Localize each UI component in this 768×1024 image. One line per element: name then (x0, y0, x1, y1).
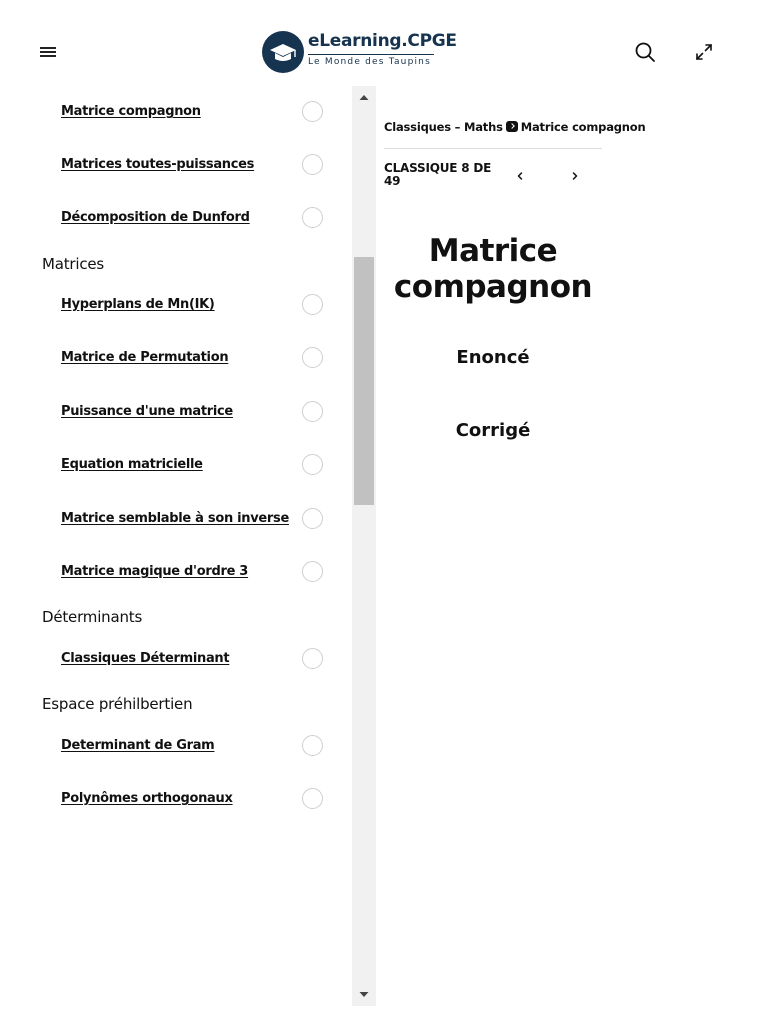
lesson-item[interactable] (0, 639, 352, 679)
completion-circle-icon[interactable] (302, 154, 323, 175)
next-lesson-button[interactable] (565, 166, 585, 186)
logo-divider (308, 54, 434, 55)
section-title-prehilbertian: Espace préhilbertien (42, 695, 193, 713)
triangle-up-icon (352, 86, 376, 110)
breadcrumb-current: Matrice compagnon (520, 119, 646, 134)
logo-title: eLearning.CPGE (308, 31, 457, 51)
completion-circle-icon[interactable] (302, 788, 323, 809)
chevron-right-icon (565, 166, 585, 186)
completion-circle-icon[interactable] (302, 561, 323, 582)
lesson-link[interactable]: Matrice semblable à son inverse (61, 511, 289, 526)
lesson-link[interactable]: Matrice magique d'ordre 3 (61, 564, 249, 579)
lesson-item[interactable] (0, 445, 352, 485)
expand-icon (692, 40, 716, 64)
lesson-item[interactable] (0, 285, 352, 325)
lesson-item[interactable] (0, 145, 352, 185)
lesson-link[interactable]: Décomposition de Dunford (61, 210, 250, 225)
completion-circle-icon[interactable] (302, 207, 323, 228)
scroll-up-button[interactable] (352, 86, 376, 110)
lesson-item[interactable] (0, 726, 352, 766)
lesson-link[interactable]: Determinant de Gram (61, 738, 215, 753)
sidebar-scrollbar[interactable] (352, 86, 376, 1006)
fullscreen-button[interactable] (692, 40, 716, 64)
scroll-down-button[interactable] (352, 982, 376, 1006)
search-icon (633, 40, 657, 64)
lesson-link[interactable]: Hyperplans de Mn(IK) (61, 297, 215, 312)
triangle-down-icon (352, 982, 376, 1006)
chevron-left-icon (510, 166, 530, 186)
lesson-link[interactable]: Puissance d'une matrice (61, 404, 233, 419)
hamburger-icon (40, 47, 56, 49)
breadcrumb-course[interactable]: Classiques – Maths (384, 119, 503, 134)
lesson-item[interactable] (0, 198, 352, 238)
lesson-link[interactable]: Polynômes orthogonaux (61, 791, 233, 806)
lesson-item[interactable] (0, 499, 352, 539)
hamburger-icon-line (40, 51, 56, 53)
menu-button[interactable] (40, 45, 58, 59)
completion-circle-icon[interactable] (302, 101, 323, 122)
breadcrumb (384, 119, 646, 135)
completion-circle-icon[interactable] (302, 294, 323, 315)
chevron-right-icon (506, 121, 518, 132)
course-sidebar (0, 86, 376, 1006)
lesson-item[interactable] (0, 338, 352, 378)
hamburger-icon-line (40, 55, 56, 57)
lesson-link[interactable]: Matrices toutes-puissances (61, 157, 255, 172)
completion-circle-icon[interactable] (302, 454, 323, 475)
completion-circle-icon[interactable] (302, 401, 323, 422)
lesson-item[interactable] (0, 552, 352, 592)
graduation-cap-icon (262, 31, 304, 73)
scroll-thumb[interactable] (354, 257, 374, 505)
lesson-content (384, 86, 646, 986)
lesson-item[interactable] (0, 92, 352, 132)
completion-circle-icon[interactable] (302, 648, 323, 669)
completion-circle-icon[interactable] (302, 347, 323, 368)
lesson-link[interactable]: Classiques Déterminant (61, 651, 230, 666)
statement-link[interactable]: Enoncé (456, 347, 530, 368)
header-divider (384, 148, 602, 149)
logo-subtitle: Le Monde des Taupins (308, 57, 431, 67)
site-header (0, 0, 768, 86)
search-button[interactable] (633, 40, 657, 64)
section-title-determinants: Déterminants (42, 608, 143, 626)
site-logo[interactable] (262, 30, 457, 74)
lesson-link[interactable]: Matrice compagnon (61, 104, 201, 119)
lesson-list (0, 86, 352, 1006)
previous-lesson-button[interactable] (510, 166, 530, 186)
completion-circle-icon[interactable] (302, 508, 323, 529)
lesson-item[interactable] (0, 779, 352, 819)
completion-circle-icon[interactable] (302, 735, 323, 756)
lesson-link[interactable]: Matrice de Permutation (61, 350, 229, 365)
lesson-link[interactable]: Equation matricielle (61, 457, 203, 472)
page-title: Matrice compagnon (393, 233, 593, 305)
section-title-matrices: Matrices (42, 255, 105, 273)
lesson-counter: CLASSIQUE 8 DE 49 (384, 161, 492, 188)
solution-link[interactable]: Corrigé (455, 420, 531, 441)
lesson-item[interactable] (0, 392, 352, 432)
